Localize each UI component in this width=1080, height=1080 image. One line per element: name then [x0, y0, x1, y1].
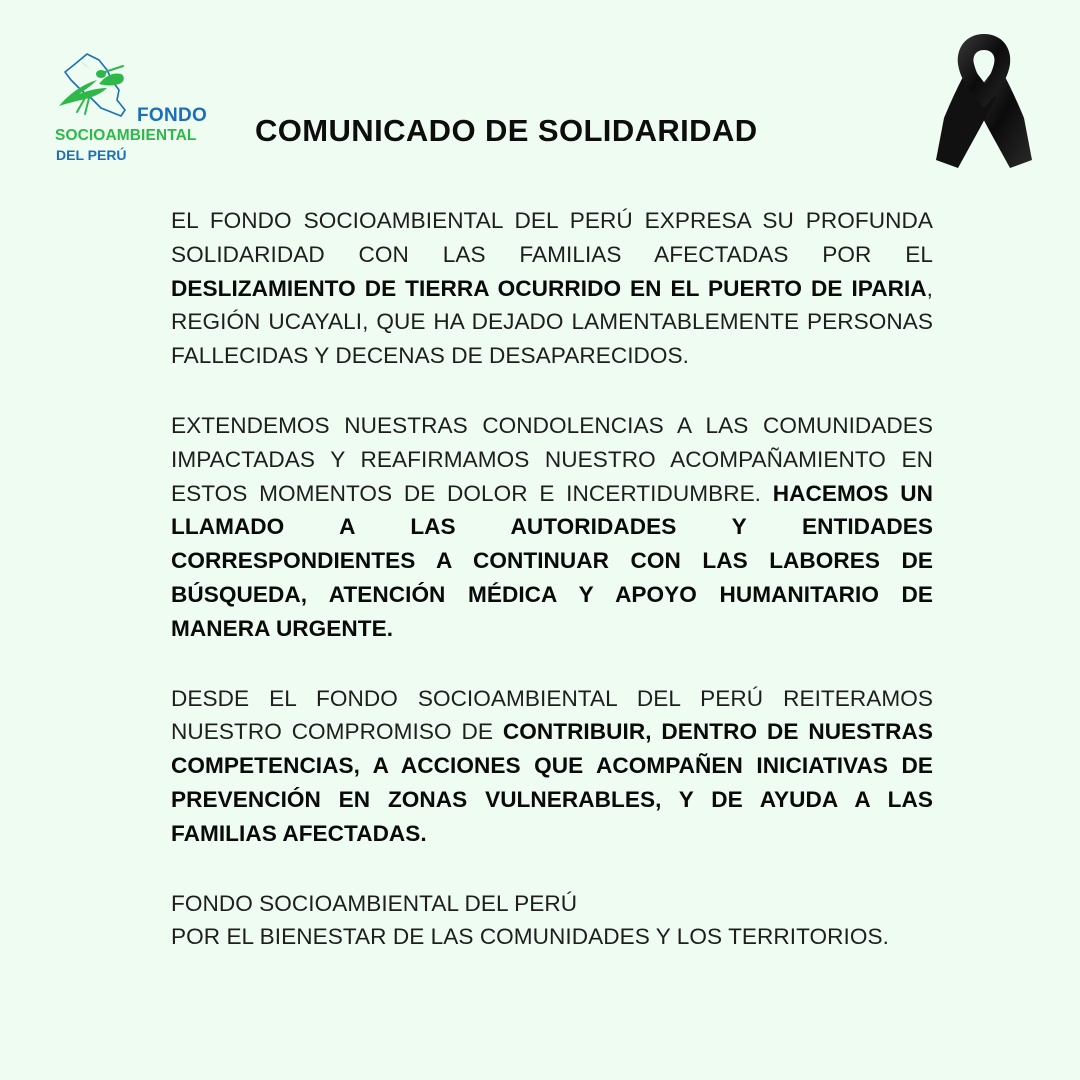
signature-motto: POR EL BIENESTAR DE LAS COMUNIDADES Y LOS TERRITORIOS. — [171, 924, 889, 950]
organization-logo — [55, 50, 208, 170]
logo-word-socioambiental: SOCIOAMBIENTAL — [55, 127, 197, 144]
mourning-ribbon-icon — [928, 28, 1040, 180]
statement-body — [171, 204, 933, 954]
signature-org: FONDO SOCIOAMBIENTAL DEL PERÚ — [171, 890, 578, 916]
highlight-landslide: DESLIZAMIENTO DE TIERRA OCURRIDO EN EL PUERTO DE IPARIA — [171, 275, 927, 301]
highlight-commitment: CONTRIBUIR, DENTRO DE NUESTRAS COMPETENCIAS, A ACCIONES QUE ACOMPAÑEN INICIATIVAS DE PREVENCIÓN EN ZONAS VULNERABLES, Y DE AYUDA A LAS FAMILIAS AFECTADAS. — [171, 719, 934, 846]
paragraph-3: DESDE EL FONDO SOCIOAMBIENTAL DEL PERÚ REITERAMOS NUESTRO COMPROMISO DE CONTRIBUIR, DENTRO DE NUESTRAS COMPETENCIAS, A ACCIONES QUE ACOMPAÑEN INICIATIVAS DE PREVENCIÓN EN ZONAS VULNERABLES, Y DE AYUDA A LAS FAMILIAS AFECTADAS. — [171, 685, 934, 846]
paragraph-2: EXTENDEMOS NUESTRAS CONDOLENCIAS A LAS COMUNIDADES IMPACTADAS Y REAFIRMAMOS NUESTRO ACOMPAÑAMIENTO EN ESTOS MOMENTOS DE DOLOR E INCERTIDUMBRE. HACEMOS UN LLAMADO A LAS AUTORIDADES Y ENTIDADES CORRESPONDIENTES A CONTINUAR CON LAS LABORES DE BÚSQUEDA, ATENCIÓN MÉDICA Y APOYO HUMANITARIO DE MANERA URGENTE. — [171, 412, 933, 641]
page-title: COMUNICADO DE SOLIDARIDAD — [255, 113, 758, 148]
logo-word-fondo: FONDO — [137, 105, 208, 126]
highlight-call-to-authorities: HACEMOS UN LLAMADO A LAS AUTORIDADES Y ENTIDADES CORRESPONDIENTES A CONTINUAR CON LAS LABORES DE BÚSQUEDA, ATENCIÓN MÉDICA Y APOYO HUMANITARIO DE MANERA URGENTE. — [171, 480, 933, 641]
signature — [171, 887, 933, 955]
logo-word-del-peru: DEL PERÚ — [56, 147, 127, 163]
paragraph-1: EL FONDO SOCIOAMBIENTAL DEL PERÚ EXPRESA SU PROFUNDA SOLIDARIDAD CON LAS FAMILIAS AFECTADAS POR EL DESLIZAMIENTO DE TIERRA OCURRIDO EN EL PUERTO DE IPARIA, REGIÓN UCAYALI, QUE HA DEJADO LAMENTABLEMENTE PERSONAS FALLECIDAS Y DECENAS DE DESAPARECIDOS. — [171, 208, 933, 369]
